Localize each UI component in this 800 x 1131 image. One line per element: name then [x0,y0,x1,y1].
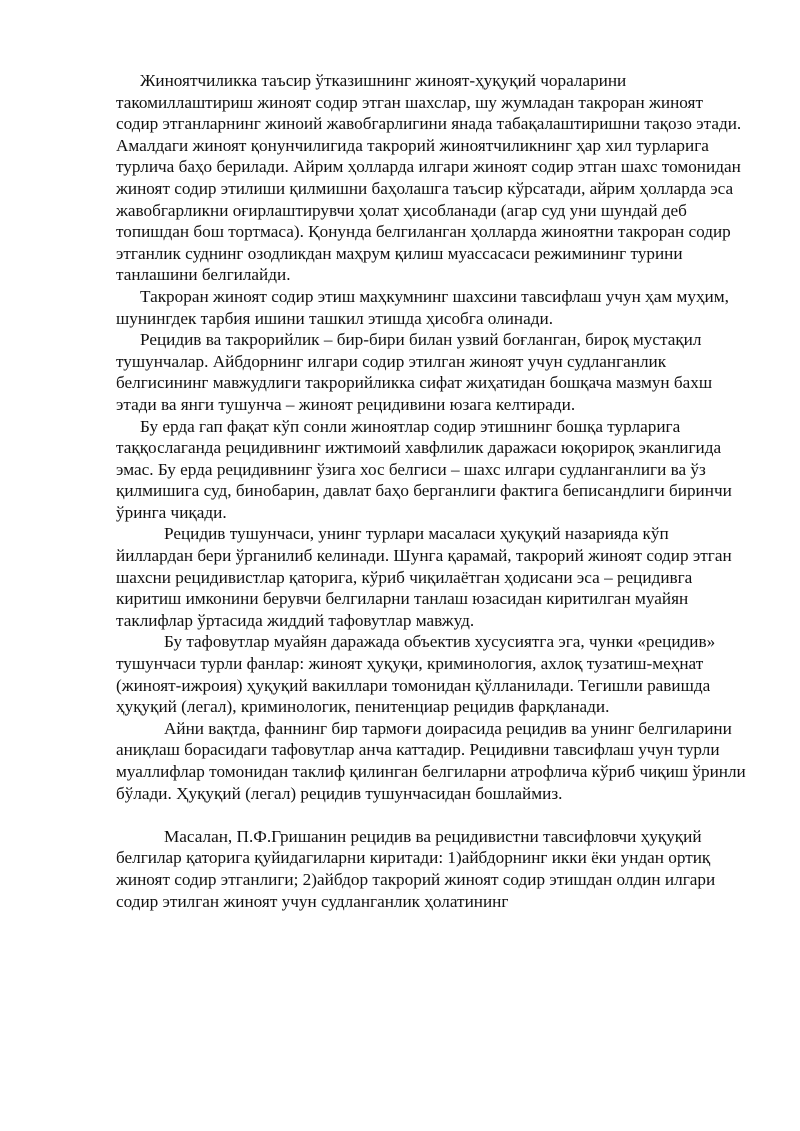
paragraph-spacer [116,804,748,826]
paragraph-2: Амалдаги жиноят қонунчилигида такрорий жиноятчиликнинг ҳар хил турларига турлича баҳо берилади. Айрим ҳолларда илгари жиноят содир этган шахс томонидан жиноят содир этилиши қилмишни баҳолашга таъсир кўрсатади, айрим ҳолларда эса жавобгарликни оғирлаштирувчи ҳолат ҳисобланади (агар суд уни шундай деб топишдан бош тортмаса). Қонунда белгиланган ҳолларда жиноятни такроран содир этганлик суднинг озодликдан маҳрум қилиш муассасаси режимининг турини танлашини белгилайди. [116,135,741,285]
paragraph-9: Масалан, П.Ф.Гришанин рецидив ва рецидивистни тавсифловчи ҳуқуқий белгилар қаторига қуйидагиларни киритади: 1)айбдорнинг икки ёки ундан ортиқ жиноят содир этганлиги; 2)айбдор такрорий жиноят содир этишдан олдин илгари содир этилган жиноят учун судланганлик ҳолатининг [116,826,716,911]
paragraph-8: Айни вақтда, фаннинг бир тармоғи доирасида рецидив ва унинг белгиларини аниқлаш борасидаги тафовутлар анча каттадир. Рецидивни тавсифлаш учун турли муаллифлар томонидан таклиф қилинган белгиларни атрофлича кўриб чиқиш ўринли бўлади. Ҳуқуқий (легал) рецидив тушунчасидан бошлаймиз. [116,718,746,803]
paragraph-1: Жиноятчиликка таъсир ўтказишнинг жиноят-ҳуқуқий чораларини такомиллаштириш жиноят содир этган шахслар, шу жумладан такроран жиноят содир этганларнинг жиноий жавобгарлигини янада табақалаштиришни тақозо этади. [116,71,742,134]
document-page [116,70,748,912]
paragraph-6: Рецидив тушунчаси, унинг турлари масаласи ҳуқуқий назарияда кўп йиллардан бери ўрганилиб келинади. Шунга қарамай, такрорий жиноят содир этган шахсни рецидивистлар қаторига, кўриб чиқилаётган ҳодисани эса – рецидивга киритиш имконини берувчи белгиларни танлаш юзасидан киритилган муайян таклифлар ўртасида жиддий тафовутлар мавжуд. [116,524,732,630]
paragraph-7: Бу тафовутлар муайян даражада объектив хусусиятга эга, чунки «рецидив» тушунчаси турли фанлар: жиноят ҳуқуқи, криминология, ахлоқ тузатиш-меҳнат (жиноят-ижроия) ҳуқуқий вакиллари томонидан қўлланилади. Тегишли равишда ҳуқуқий (легал), криминологик, пенитенциар рецидив фарқланади. [116,632,716,717]
paragraph-3: Такроран жиноят содир этиш маҳкумнинг шахсини тавсифлаш учун ҳам муҳим, шунингдек тарбия ишини ташкил этишда ҳисобга олинади. [116,286,729,328]
paragraph-4: Рецидив ва такрорийлик – бир-бири билан узвий боғланган, бироқ мустақил тушунчалар. Айбдорнинг илгари содир этилган жиноят учун судланганлик белгисининг мавжудлиги такрорийликка сифат жиҳатидан бошқача мазмун бахш этади ва янги тушунча – жиноят рецидивини юзага келтиради. [116,330,713,414]
paragraph-5: Бу ерда гап фақат кўп сонли жиноятлар содир этишнинг бошқа турларига таққослаганда рецидивнинг ижтимоий хавфлилик даражаси юқорироқ эканлигида эмас. Бу ерда рецидивнинг ўзига хос белгиси – шахс илгари судланганлиги ва ўз қилмишига суд, бинобарин, давлат баҳо берганлиги фактига беписандлиги биринчи ўринга чиқади. [116,416,732,522]
